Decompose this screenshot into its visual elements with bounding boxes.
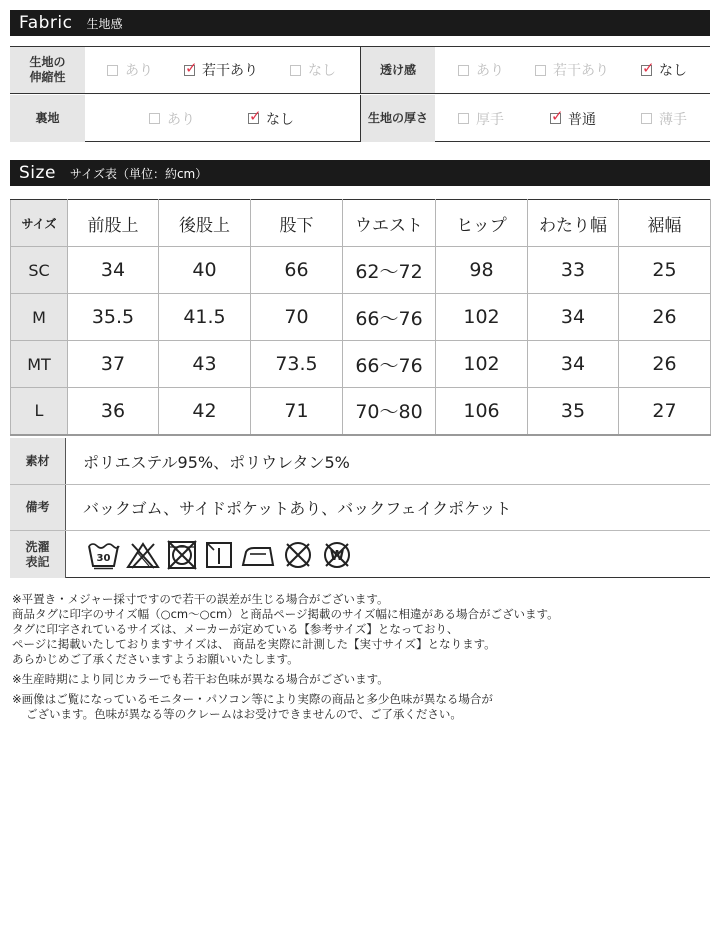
fabric-title: Fabric xyxy=(19,13,73,33)
table-cell: 98 xyxy=(436,247,528,294)
table-cell: 73.5 xyxy=(251,341,343,388)
size-subtitle: サイズ表（単位：約cm） xyxy=(69,166,208,181)
stretch-label-line1: 生地の xyxy=(29,55,66,69)
material-row xyxy=(10,438,710,485)
fabric-row-1 xyxy=(10,47,710,94)
note-line: あらかじめご了承くださいますようお願いいたします。 xyxy=(12,652,299,666)
size-table xyxy=(10,199,711,436)
stretch-option-slight xyxy=(184,47,258,93)
no-bleach-icon xyxy=(126,540,160,570)
sheer-option-no xyxy=(641,47,687,93)
iron-low-icon xyxy=(240,540,276,570)
line-dry-icon xyxy=(204,540,234,570)
fabric-subtitle: 生地感 xyxy=(86,16,123,31)
table-cell: 34 xyxy=(528,294,619,341)
table-cell: 37 xyxy=(68,341,159,388)
checkbox-icon xyxy=(149,113,160,124)
checked-checkbox-icon xyxy=(184,65,195,76)
fabric-table xyxy=(10,46,710,142)
no-dry-clean-icon xyxy=(282,540,314,570)
table-cell: 36 xyxy=(68,388,159,435)
wash-30-icon xyxy=(87,540,120,570)
table-cell: 41.5 xyxy=(159,294,251,341)
size-section-header xyxy=(10,160,710,186)
checkbox-icon xyxy=(458,113,469,124)
note-line: ※生産時期により同じカラーでも若干お色味が異なる場合がございます。 xyxy=(12,672,389,686)
thickness-option-normal xyxy=(550,95,596,142)
info-table xyxy=(10,438,710,578)
notes-value: バックゴム、サイドポケットあり、バックフェイクポケット xyxy=(83,499,512,518)
table-cell: 40 xyxy=(159,247,251,294)
table-cell: 34 xyxy=(68,247,159,294)
table-cell: 66〜76 xyxy=(343,294,436,341)
option-label: 厚手 xyxy=(476,111,504,128)
table-cell: 106 xyxy=(436,388,528,435)
table-cell: 66〜76 xyxy=(343,341,436,388)
stretch-label xyxy=(10,47,85,93)
table-cell: 27 xyxy=(619,388,711,435)
table-cell: 70〜80 xyxy=(343,388,436,435)
table-cell: 35.5 xyxy=(68,294,159,341)
checked-checkbox-icon xyxy=(550,113,561,124)
option-label: なし xyxy=(659,63,687,79)
table-cell: 33 xyxy=(528,247,619,294)
sheer-label: 透け感 xyxy=(361,47,435,93)
checkbox-icon xyxy=(535,65,546,76)
column-header: 裾幅 xyxy=(619,200,711,247)
option-label: なし xyxy=(266,111,294,128)
fabric-section-header xyxy=(10,10,710,36)
checkbox-icon xyxy=(107,65,118,76)
note-line: ページに掲載いたしておりますサイズは、 商品を実際に計測した【実寸サイズ】となります。 xyxy=(12,637,496,651)
table-cell: 26 xyxy=(619,341,711,388)
material-label: 素材 xyxy=(10,438,66,484)
note-line: ございます。色味が異なる等のクレームはお受けできませんので、ご了承ください。 xyxy=(26,707,462,721)
column-header: ウエスト xyxy=(343,200,436,247)
checked-checkbox-icon xyxy=(641,65,652,76)
table-row xyxy=(11,341,711,388)
table-cell: 71 xyxy=(251,388,343,435)
svg-text:W: W xyxy=(329,548,345,564)
wash-temp-text: 30 xyxy=(96,552,111,564)
checkbox-icon xyxy=(458,65,469,76)
table-cell: 35 xyxy=(528,388,619,435)
no-tumble-dry-icon xyxy=(166,540,198,570)
option-label: なし xyxy=(308,63,336,79)
column-header: 後股上 xyxy=(159,200,251,247)
notes-label: 備考 xyxy=(10,485,66,530)
fabric-row-2 xyxy=(10,95,710,142)
column-header: わたり幅 xyxy=(528,200,619,247)
table-row xyxy=(11,247,711,294)
notes-row xyxy=(10,485,710,531)
note-line: ※画像はご覧になっているモニター・パソコン等により実際の商品と多少色味が異なる場合が xyxy=(12,692,493,706)
thickness-label: 生地の厚さ xyxy=(361,95,435,142)
sheer-option-yes xyxy=(458,47,504,93)
care-label xyxy=(10,531,66,578)
lining-option-yes xyxy=(149,95,195,142)
lining-label: 裏地 xyxy=(10,95,85,142)
table-cell: 25 xyxy=(619,247,711,294)
option-label: 普通 xyxy=(568,111,596,128)
size-label-cell: SC xyxy=(11,247,68,294)
care-icons xyxy=(87,531,354,578)
table-cell: 102 xyxy=(436,294,528,341)
stretch-option-no xyxy=(290,47,336,93)
size-label-cell: M xyxy=(11,294,68,341)
column-header: 前股上 xyxy=(68,200,159,247)
thickness-option-thick xyxy=(458,95,504,142)
table-row xyxy=(11,294,711,341)
column-header: 股下 xyxy=(251,200,343,247)
table-cell: 42 xyxy=(159,388,251,435)
checkbox-icon xyxy=(290,65,301,76)
table-cell: 62〜72 xyxy=(343,247,436,294)
thickness-option-thin xyxy=(641,95,687,142)
size-header-row xyxy=(11,200,711,247)
size-corner-cell: サイズ xyxy=(11,200,68,247)
checkbox-icon xyxy=(641,113,652,124)
option-label: 若干あり xyxy=(553,63,609,79)
size-label-cell: L xyxy=(11,388,68,435)
note-line: 商品タグに印字のサイズ幅（○cm〜○cm）と商品ページ掲載のサイズ幅に相違がある場合がございます。 xyxy=(12,607,559,621)
care-label-line1: 洗濯 xyxy=(25,539,50,554)
care-row xyxy=(10,531,710,578)
stretch-option-yes xyxy=(107,47,153,93)
table-cell: 34 xyxy=(528,341,619,388)
lining-option-no xyxy=(248,95,294,142)
option-label: 若干あり xyxy=(202,63,258,79)
column-header: ヒップ xyxy=(436,200,528,247)
table-cell: 26 xyxy=(619,294,711,341)
table-cell: 43 xyxy=(159,341,251,388)
table-cell: 102 xyxy=(436,341,528,388)
table-cell: 70 xyxy=(251,294,343,341)
table-row xyxy=(11,388,711,435)
size-label-cell: MT xyxy=(11,341,68,388)
sheer-option-slight xyxy=(535,47,609,93)
checked-checkbox-icon xyxy=(248,113,259,124)
material-value: ポリエステル95%、ポリウレタン5% xyxy=(83,452,350,472)
table-cell: 66 xyxy=(251,247,343,294)
note-line: ※平置き・メジャー採寸ですので若干の誤差が生じる場合がございます。 xyxy=(12,592,389,606)
option-label: 薄手 xyxy=(659,111,687,128)
care-label-line2: 表記 xyxy=(25,554,50,569)
option-label: あり xyxy=(167,111,195,128)
option-label: あり xyxy=(125,63,153,79)
note-line: タグに印字されているサイズは、メーカーが定めている【参考サイズ】となっており、 xyxy=(12,622,459,636)
stretch-label-line2: 伸縮性 xyxy=(29,70,66,84)
wet-clean-mild-icon xyxy=(320,540,354,570)
option-label: あり xyxy=(476,63,504,79)
disclaimer-notes xyxy=(12,592,712,722)
size-title: Size xyxy=(19,163,56,183)
